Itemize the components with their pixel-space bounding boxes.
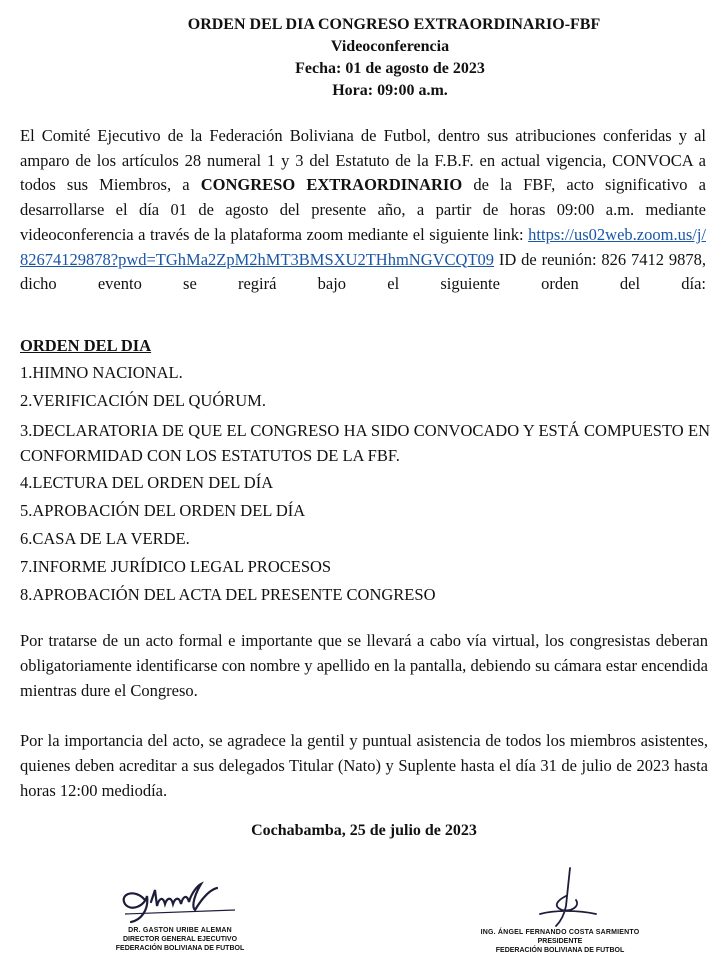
agenda-item: 5.APROBACIÓN DEL ORDEN DEL DÍA [20,501,306,520]
agenda-item: 7.INFORME JURÍDICO LEGAL PROCESOS [20,557,332,576]
signature-block-right [450,866,670,955]
meeting-date: Fecha: 01 de agosto de 2023 [295,60,485,77]
attendance-paragraph: Por la importancia del acto, se agradece la gentil y puntual asistencia de todos los miembros asistentes, quienes deben acreditar a sus delegados Titular (Nato) y Suplente hasta el día 31 de julio de 2023 hasta horas 12:00 mediodía. [20,731,708,800]
signer-left-role: DIRECTOR GENERAL EJECUTIVO [122,936,238,943]
agenda-list [20,362,710,612]
agenda-item: 6.CASA DE LA VERDE. [20,529,190,548]
virtual-identification-paragraph: Por tratarse de un acto formal e importante que se llevará a cabo vía virtual, los congresistas deberan obligatoriamente identificarse con nombre y apellido en la pantalla, debiendo su cámara estar encendida mientras dure el Congreso. [20,631,708,700]
agenda-item: 3.DECLARATORIA DE QUE EL CONGRESO HA SIDO CONVOCADO Y ESTÁ COMPUESTO EN CONFORMIDAD CON LOS ESTATUTOS DE LA FBF. [20,421,710,465]
intro-text-2: de la FBF, acto significativo a desarrollarse el día 01 de agosto del presente año, a partir de horas 09:00 a.m. mediante videoconferencia a través de la plataforma zoom mediante el siguiente link: [20,175,707,244]
intro-text-3: ID de reunión: 826 7412 9878, dicho evento se regirá bajo el siguiente orden del día: [20,249,706,294]
signer-right-org: FEDERACIÓN BOLIVIANA DE FUTBOL [495,947,625,954]
handwritten-signature-left [105,880,255,926]
place-date-text: Cochabamba, 25 de julio de 2023 [251,822,477,839]
signature-block-left [60,880,300,953]
agenda-item: 4.LECTURA DEL ORDEN DEL DÍA [20,473,274,492]
intro-text-1: El Comité Ejecutivo de la Federación Boliviana de Futbol, dentro sus atribuciones conferidas y al amparo de los artículos 28 numeral 1 y 3 del Estatuto de la F.B.F. en actual vigencia, CONVOCA a todos sus Miembros, a [20,126,706,195]
document-title: ORDEN DEL DIA CONGRESO EXTRAORDINARIO-FBF [187,16,601,33]
agenda-item: 2.VERIFICACIÓN DEL QUÓRUM. [20,391,266,410]
place-and-date [0,822,720,840]
congress-type: CONGRESO EXTRAORDINARIO [200,175,463,195]
intro-paragraph [20,124,706,297]
document-header [0,14,720,102]
handwritten-signature-right [500,866,620,928]
zoom-link[interactable]: https://us02web.zoom.us/j/82674129878?pwd=TGhMa2ZpM2hMT3BMSXU2THhmNGVCQT09 [20,224,706,269]
agenda-title: ORDEN DEL DIA [20,336,152,355]
meeting-mode: Videoconferencia [330,38,450,55]
meeting-time: Hora: 09:00 a.m. [332,82,448,99]
signer-left-org: FEDERACIÓN BOLIVIANA DE FUTBOL [115,945,245,952]
agenda-item: 8.APROBACIÓN DEL ACTA DEL PRESENTE CONGRESO [20,585,436,604]
signer-left-name: DR. GASTON URIBE ALEMAN [128,927,232,934]
signer-right-role: PRESIDENTE [537,938,583,945]
signer-right-name: ING. ÁNGEL FERNANDO COSTA SARMIENTO [480,929,640,936]
agenda-item: 1.HIMNO NACIONAL. [20,363,183,382]
